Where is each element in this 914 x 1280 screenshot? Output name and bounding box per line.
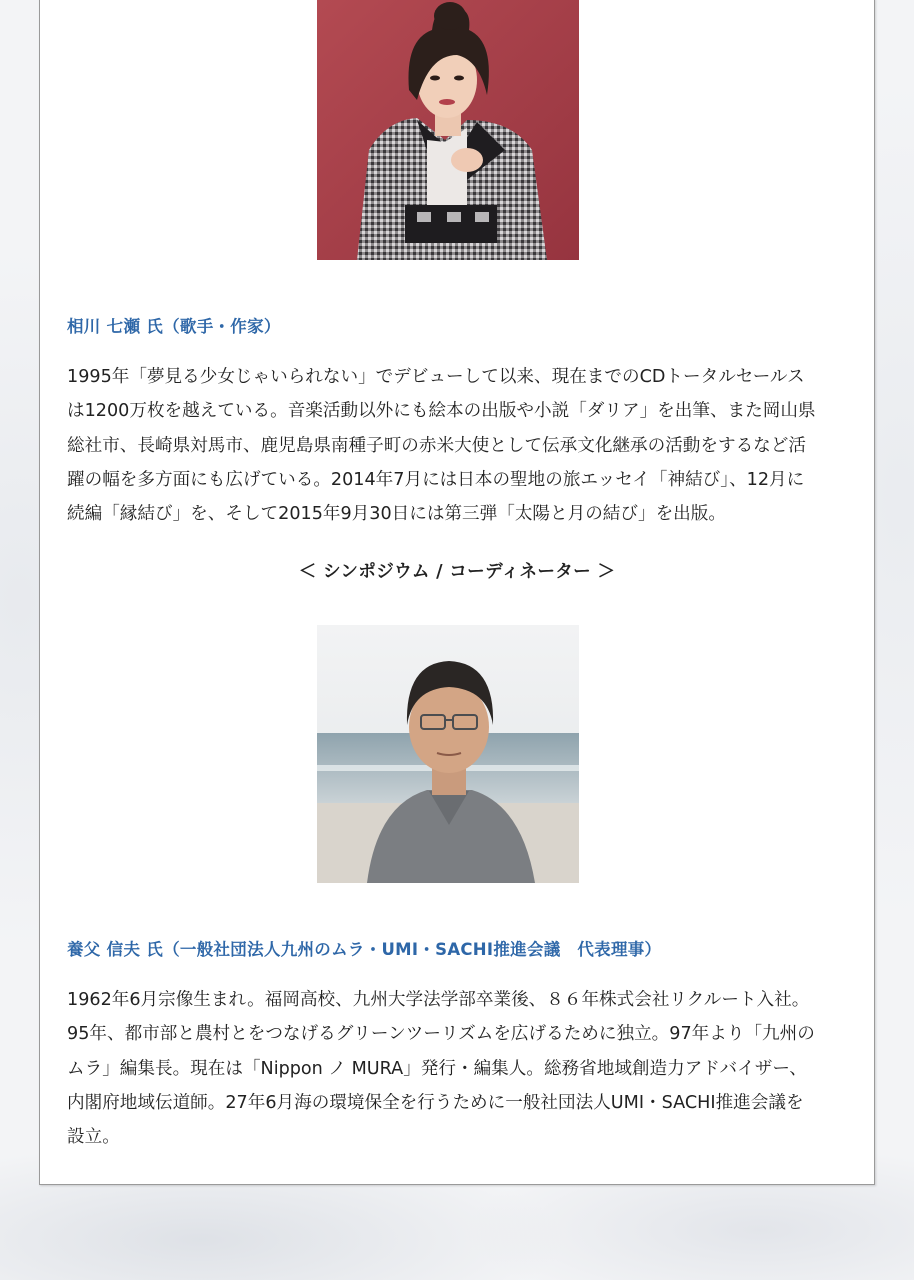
bio-line: 内閣府地域伝道師。27年6月海の環境保全を行うために一般社団法人UMI・SACHI推進会議を — [67, 1092, 804, 1113]
profile-bio-yabu — [67, 983, 857, 1154]
content-panel — [39, 0, 875, 1185]
bio-line: 続編「縁結び」を、そして2015年9月30日には第三弾「太陽と月の結び」を出版。 — [67, 504, 726, 525]
profile-name-aikawa: 相川 七瀬 氏（歌手・作家） — [67, 317, 281, 336]
bio-line: 設立。 — [67, 1127, 120, 1148]
profile-bio-aikawa — [67, 360, 857, 531]
section-heading-coordinator: ＜ シンポジウム / コーディネーター ＞ — [298, 562, 616, 582]
bio-line: 総社市、長崎県対馬市、鹿児島県南種子町の赤米大使として伝承文化継承の活動をするなど活 — [67, 435, 806, 456]
profile-name-yabu: 養父 信夫 氏（一般社団法人九州のムラ・UMI・SACHI推進会議 代表理事） — [67, 940, 662, 959]
bio-line: 1962年6月宗像生まれ。福岡高校、九州大学法学部卒業後、８６年株式会社リクルート入社。 — [67, 990, 810, 1010]
portrait-photo-singer — [317, 0, 579, 260]
bio-line: 躍の幅を多方面にも広げている。2014年7月には日本の聖地の旅エッセイ「神結び」、12月に — [67, 469, 805, 490]
portrait-photo-coordinator — [317, 625, 579, 885]
bio-line: ムラ」編集長。現在は「Nippon ノ MURA」発行・編集人。総務省地域創造力アドバイザー、 — [67, 1058, 807, 1079]
bio-line: 95年、都市部と農村とをつなげるグリーンツーリズムを広げるために独立。97年より「九州の — [67, 1024, 815, 1045]
bio-line: は1200万枚を越えている。音楽活動以外にも絵本の出版や小説「ダリア」を出筆、また岡山県 — [67, 401, 816, 422]
bio-line: 1995年「夢見る少女じゃいられない」でデビューして以来、現在までのCDトータルセールス — [67, 367, 805, 387]
